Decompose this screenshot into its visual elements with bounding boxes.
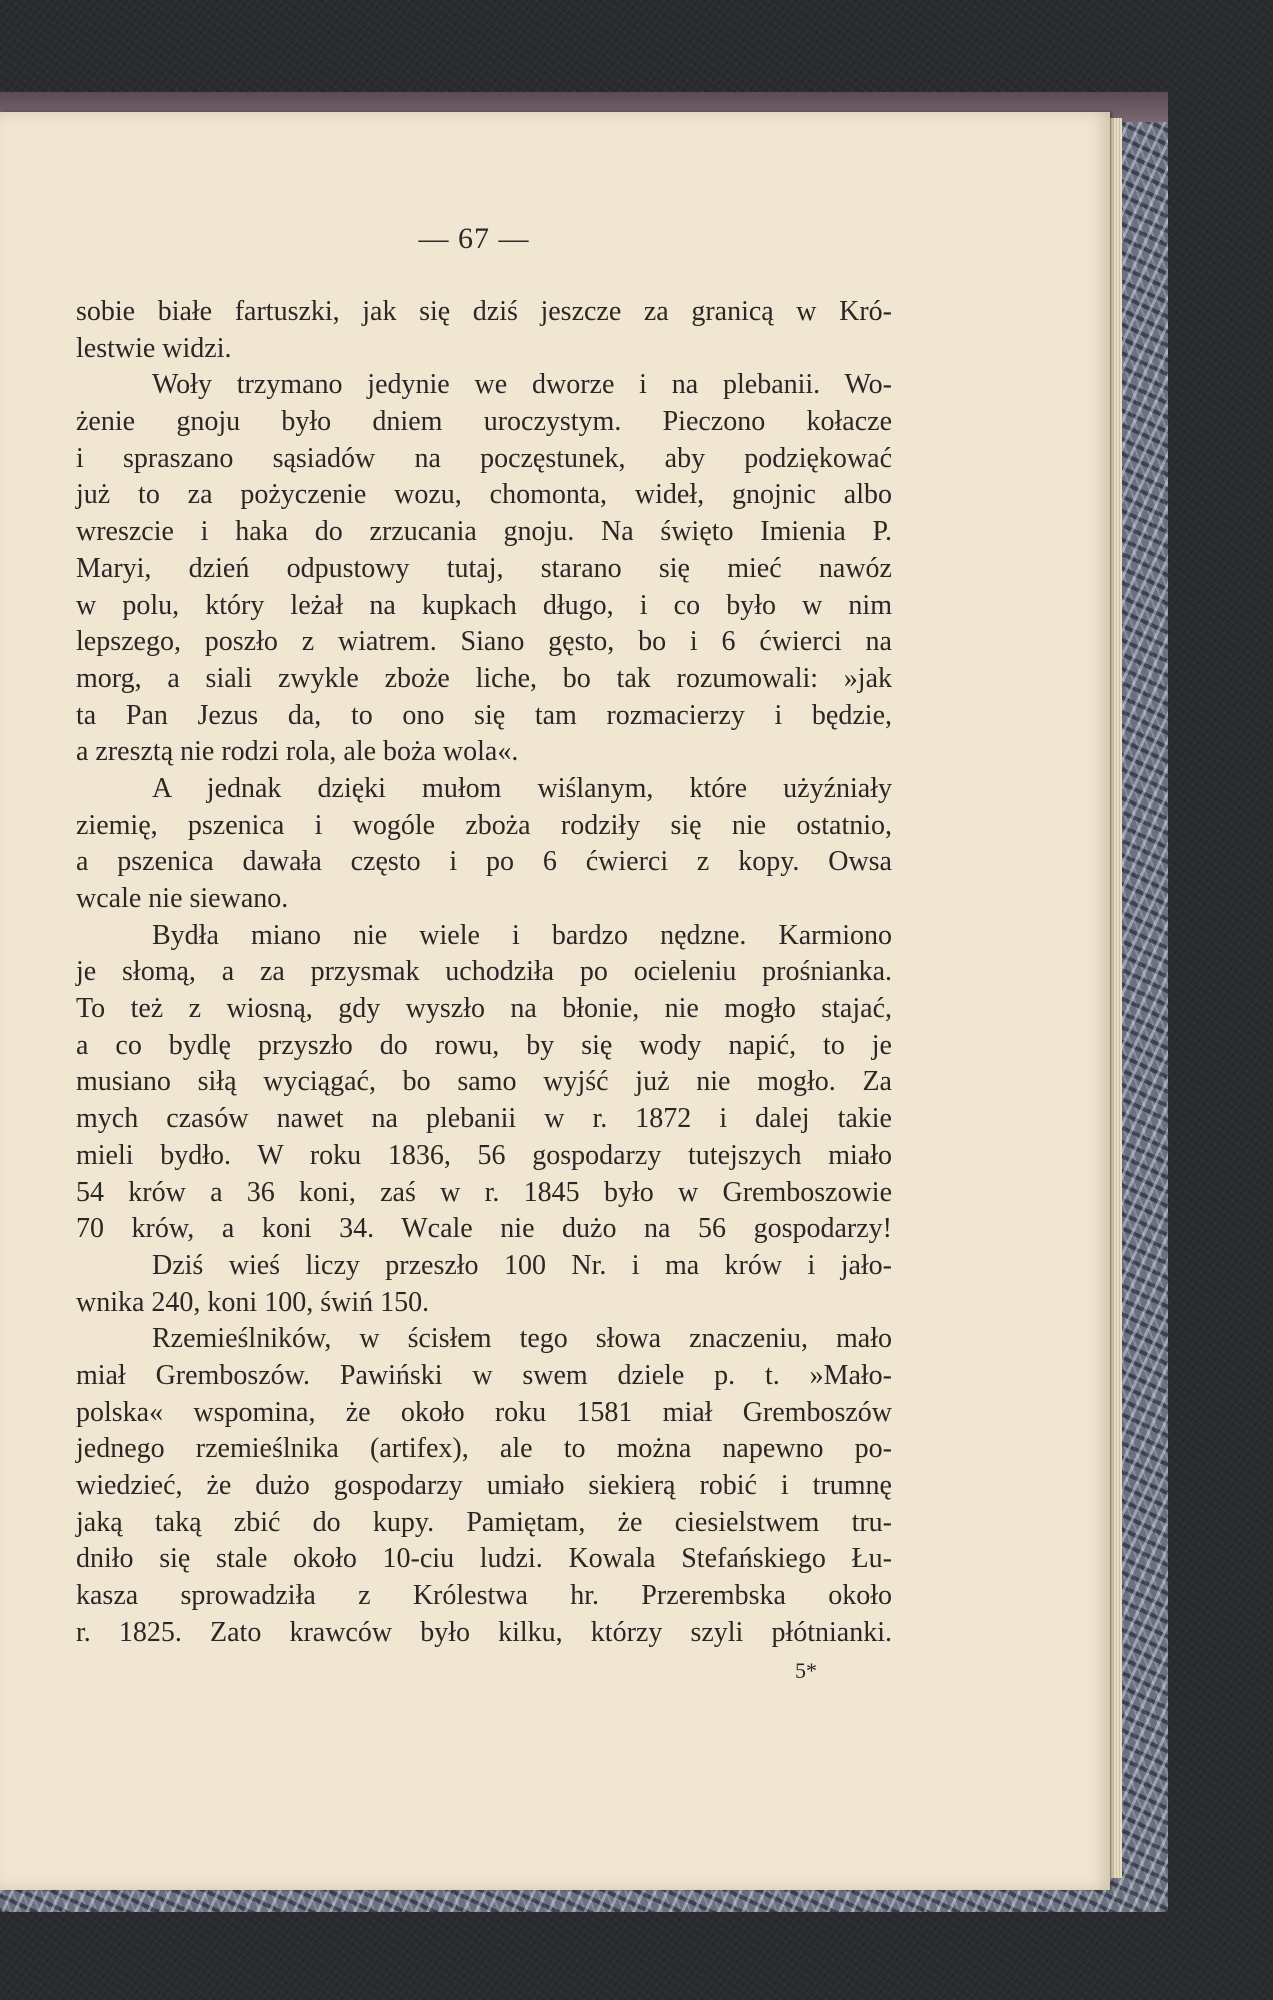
printer-signature: 5*	[795, 1658, 817, 1683]
page-edges	[1108, 118, 1122, 1878]
text-line: wiedzieć, że dużo gospodarzy umiało siekierą robić i trumnę	[76, 1470, 892, 1501]
text-line: wnika 240, koni 100, świń 150.	[76, 1286, 430, 1318]
text-line: kasza sprowadziła z Królestwa hr. Przerembska około	[76, 1580, 892, 1612]
text-line: mych czasów nawet na plebanii w r. 1872 i dalej takie	[76, 1103, 892, 1135]
text-line: jaką taką zbić do kupy. Pamiętam, że ciesielstwem tru-	[76, 1506, 892, 1538]
text-line: dniło się stale około 10-ciu ludzi. Kowala Stefańskiego Łu-	[76, 1543, 892, 1575]
text-line: jednego rzemieślnika (artifex), ale to można napewno po-	[76, 1433, 892, 1465]
text-line: miał Gremboszów. Pawiński w swem dziele p. t. »Mało-	[76, 1359, 892, 1391]
text-line: już to za pożyczenie wozu, chomonta, wideł, gnojnic albo	[76, 479, 892, 511]
text-line: To też z wiosną, gdy wyszło na błonie, nie mogło stajać,	[76, 993, 892, 1025]
body-text	[76, 294, 892, 1651]
text-line: ta Pan Jezus da, to ono się tam rozmacierzy i będzie,	[76, 699, 892, 731]
text-line: wreszcie i haka do zrzucania gnoju. Na święto Imienia P.	[76, 516, 892, 548]
text-line: a zresztą nie rodzi rola, ale boża wola«.	[76, 736, 519, 768]
text-line: Dziś wieś liczy przeszło 100 Nr. i ma krów i jało-	[152, 1249, 892, 1281]
text-line: r. 1825. Zato krawców było kilku, którzy szyli płótnianki.	[76, 1616, 892, 1648]
text-line: polska« wspomina, że około roku 1581 miał Gremboszów	[76, 1396, 892, 1428]
text-line: wcale nie siewano.	[76, 883, 289, 914]
text-line: sobie białe fartuszki, jak się dziś jeszcze za granicą w Kró-	[76, 296, 892, 327]
text-line: Bydła miano nie wiele i bardzo nędzne. Karmiono	[152, 919, 892, 951]
text-line: w polu, który leżał na kupkach długo, i co było w nim	[76, 589, 892, 621]
text-line: żenie gnoju było dniem uroczystym. Pieczono kołacze	[76, 406, 892, 438]
text-line: 54 krów a 36 koni, zaś w r. 1845 było w Gremboszowie	[76, 1176, 892, 1208]
text-line: morg, a siali zwykle zboże liche, bo tak rozumowali: »jak	[76, 662, 892, 694]
text-line: A jednak dzięki mułom wiślanym, które użyźniały	[152, 772, 892, 804]
text-line: a pszenica dawała często i po 6 ćwierci z kopy. Owsa	[76, 846, 892, 878]
text-line: Rzemieślników, w ścisłem tego słowa znaczeniu, mało	[152, 1323, 892, 1355]
text-line: Woły trzymano jedynie we dworze i na plebanii. Wo-	[152, 369, 892, 401]
text-line: a co bydlę przyszło do rowu, by się wody napić, to je	[76, 1029, 892, 1061]
text-line: Maryi, dzień odpustowy tutaj, starano się mieć nawóz	[76, 552, 892, 584]
text-line: i spraszano sąsiadów na poczęstunek, aby podziękować	[76, 442, 892, 474]
text-line: 70 krów, a koni 34. Wcale nie dużo na 56 gospodarzy!	[76, 1213, 892, 1245]
text-line: mieli bydło. W roku 1836, 56 gospodarzy tutejszych miało	[76, 1139, 892, 1171]
page-number: — 67 —	[418, 222, 530, 255]
text-line: lestwie widzi.	[76, 332, 232, 364]
text-line: ziemię, pszenica i wogóle zboża rodziły się nie ostatnio,	[76, 809, 892, 841]
text-line: musiano siłą wyciągać, bo samo wyjść już nie mogło. Za	[76, 1066, 892, 1098]
text-line: lepszego, poszło z wiatrem. Siano gęsto, bo i 6 ćwierci na	[76, 626, 892, 658]
text-line: je słomą, a za przysmak uchodziła po ocieleniu prośnianka.	[76, 956, 892, 988]
